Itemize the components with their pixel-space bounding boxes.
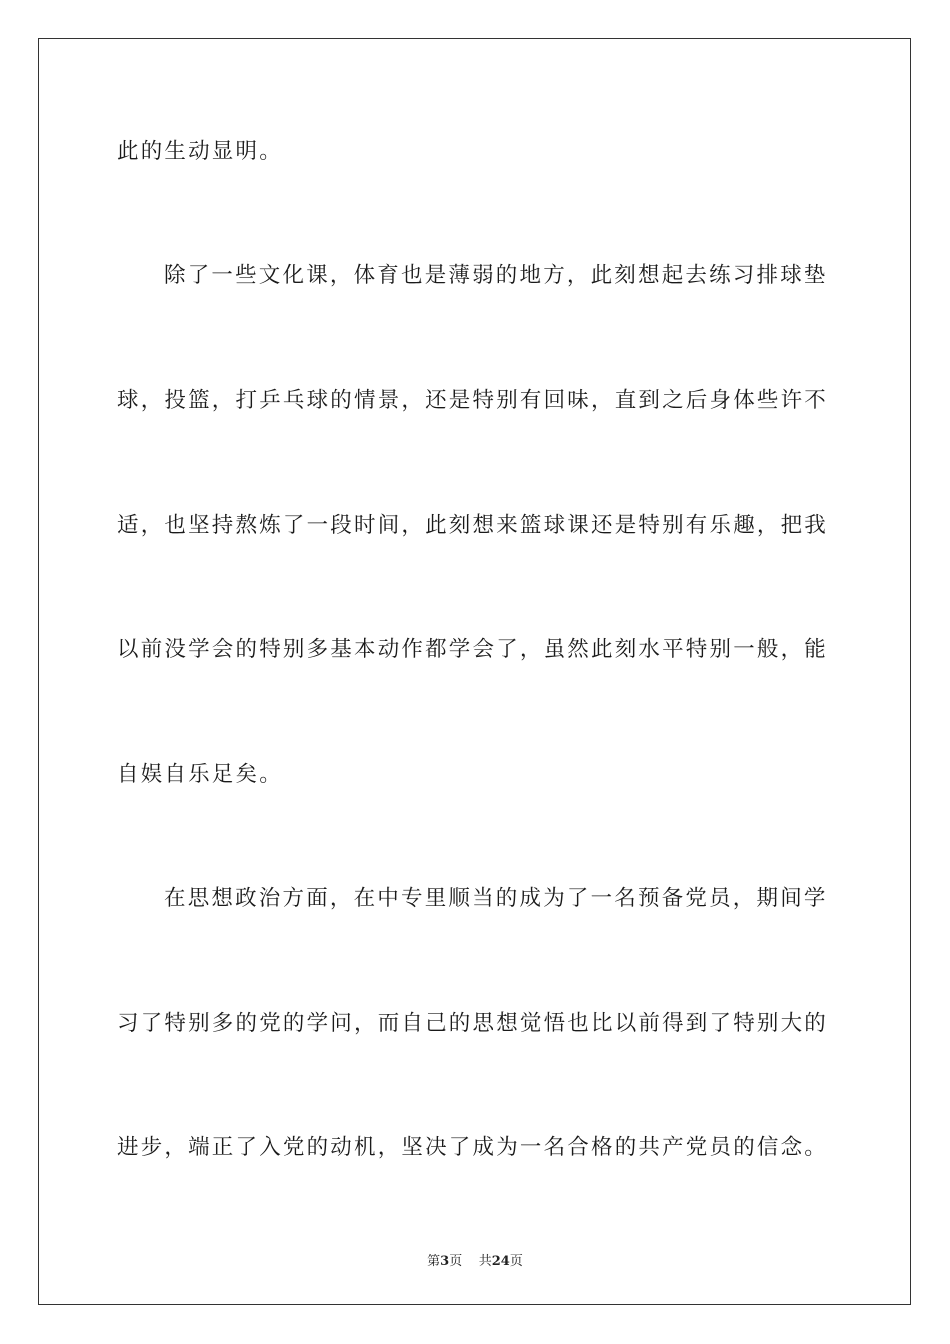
text-line-8: 习了特别多的党的学问，而自己的思想觉悟也比以前得到了特别大的	[117, 1011, 829, 1036]
text-line-7: 在思想政治方面，在中专里顺当的成为了一名预备党员，期间学	[164, 886, 828, 911]
text-line-1: 此的生动显明。	[117, 139, 283, 164]
text-line-3: 球，投篮，打乒乓球的情景，还是特别有回味，直到之后身体些许不	[117, 388, 829, 413]
text-line-5: 以前没学会的特别多基本动作都学会了，虽然此刻水平特别一般，能	[117, 637, 829, 662]
footer-page-number: 3	[440, 1254, 450, 1269]
text-line-6: 自娱自乐足矣。	[117, 762, 283, 787]
text-line-2: 除了一些文化课，体育也是薄弱的地方，此刻想起去练习排球垫	[164, 263, 828, 288]
footer-page-suffix: 页	[449, 1254, 463, 1269]
footer-total-prefix: 共	[478, 1254, 492, 1269]
text-line-9: 进步，端正了入党的动机，坚决了成为一名合格的共产党员的信念。	[117, 1135, 829, 1160]
page-border	[38, 38, 911, 1305]
footer-total-pages: 24	[491, 1254, 510, 1269]
text-line-4: 适，也坚持熬炼了一段时间，此刻想来篮球课还是特别有乐趣，把我	[117, 513, 829, 538]
footer-prefix: 第	[427, 1254, 441, 1269]
page-footer	[0, 1250, 950, 1269]
footer-total-suffix: 页	[509, 1254, 523, 1269]
